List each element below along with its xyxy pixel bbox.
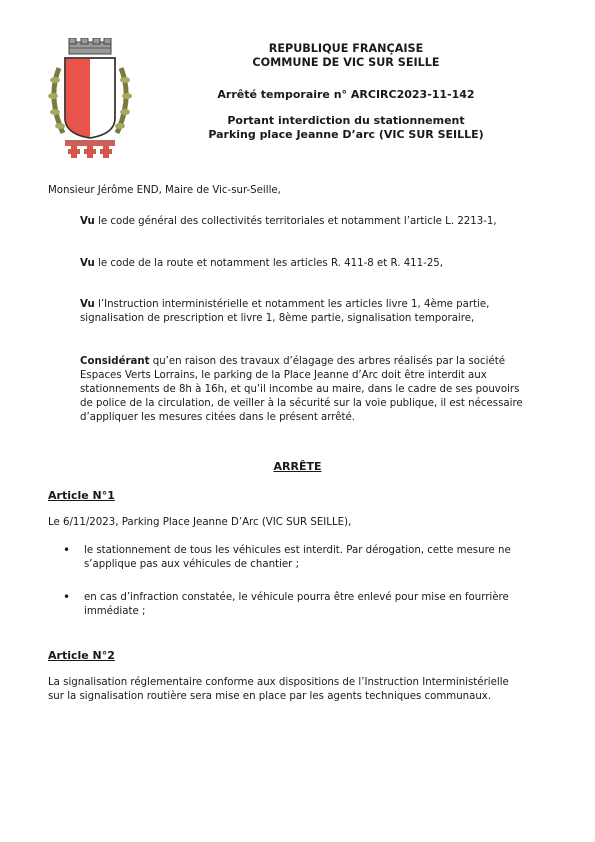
vu-text: le code général des collectivités territoriales et notamment l’article L. 2213-1, bbox=[94, 216, 497, 227]
article-1-intro: Le 6/11/2023, Parking Place Jeanne D’Arc (VIC SUR SEILLE), bbox=[48, 517, 352, 528]
article-1-title: Article N°1 bbox=[48, 489, 115, 502]
considerant-paragraph bbox=[80, 355, 550, 369]
vu-text: le code de la route et notamment les articles R. 411-8 et R. 411-25, bbox=[94, 258, 444, 269]
considerant-text: qu’en raison des travaux d’élagage des arbres réalisés par la société bbox=[149, 356, 505, 367]
vu-paragraph-3 bbox=[80, 298, 550, 312]
considerant-line-4: de police de la circulation, de veiller à la sécurité sur la voie publique, il est nécessaire bbox=[80, 398, 523, 409]
bullet-icon: • bbox=[63, 543, 71, 557]
considerant-lead: Considérant bbox=[80, 356, 150, 367]
article-1-bullet-2: en cas d’infraction constatée, le véhicule pourra être enlevé pour mise en fourrière bbox=[84, 592, 509, 603]
article-2-line-2: sur la signalisation routière sera mise en place par les agents techniques communaux. bbox=[48, 691, 492, 702]
arrete-reference: Arrêté temporaire n° ARCIRC2023-11-142 bbox=[217, 88, 475, 101]
commune-heading: COMMUNE DE VIC SUR SEILLE bbox=[252, 56, 440, 69]
bullet-icon: • bbox=[63, 590, 71, 604]
vu-paragraph-3-cont: signalisation de prescription et livre 1, 8ème partie, signalisation temporaire, bbox=[80, 313, 475, 324]
article-1-bullet-1: le stationnement de tous les véhicules est interdit. Par dérogation, cette mesure ne bbox=[84, 545, 511, 556]
vu-lead: Vu bbox=[80, 216, 95, 227]
republic-heading: REPUBLIQUE FRANÇAISE bbox=[268, 42, 424, 55]
vu-text: l’Instruction interministérielle et notamment les articles livre 1, 4ème partie, bbox=[94, 299, 490, 310]
considerant-line-5: d’appliquer les mesures citées dans le présent arrêté. bbox=[80, 412, 356, 423]
vu-paragraph-2 bbox=[80, 257, 550, 271]
municipal-crest bbox=[45, 38, 135, 160]
vu-paragraph-1 bbox=[80, 215, 550, 229]
subject-line-2: Parking place Jeanne D’arc (VIC SUR SEILLE) bbox=[208, 128, 484, 141]
article-2-line-1: La signalisation réglementaire conforme aux dispositions de l’Instruction Interministérielle bbox=[48, 677, 509, 688]
vu-lead: Vu bbox=[80, 299, 95, 310]
mayor-intro: Monsieur Jérôme END, Maire de Vic-sur-Seille, bbox=[48, 185, 281, 196]
article-1-bullet-1-cont: s’applique pas aux véhicules de chantier ; bbox=[84, 559, 300, 570]
vu-lead: Vu bbox=[80, 258, 95, 269]
arrete-title: ARRÊTE bbox=[273, 460, 322, 473]
article-2-title: Article N°2 bbox=[48, 649, 115, 662]
considerant-line-3: stationnements de 8h à 16h, et qu’il incombe au maire, dans le cadre de ses pouvoirs bbox=[80, 384, 520, 395]
considerant-line-2: Espaces Verts Lorrains, le parking de la Place Jeanne d’Arc doit être interdit aux bbox=[80, 370, 487, 381]
article-1-bullet-2-cont: immédiate ; bbox=[84, 606, 146, 617]
subject-line-1: Portant interdiction du stationnement bbox=[227, 114, 465, 127]
